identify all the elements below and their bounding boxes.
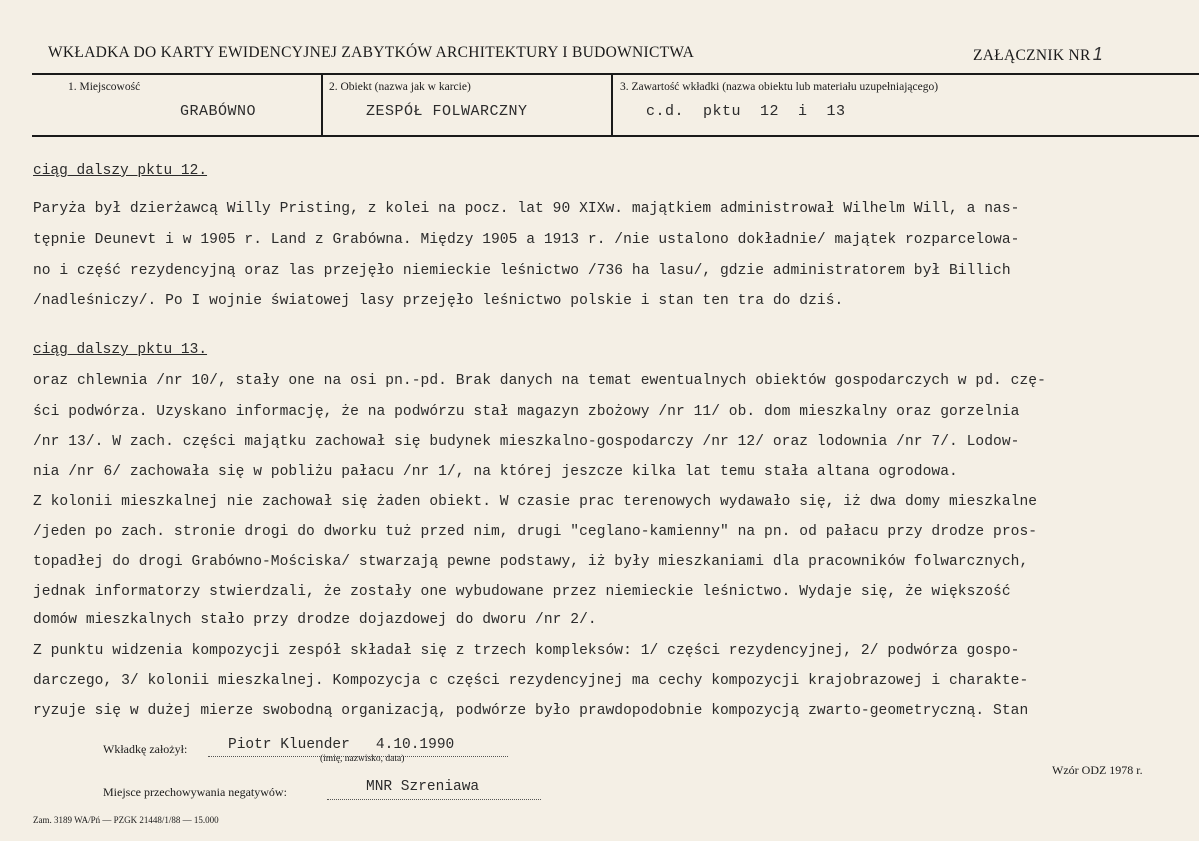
print-info: Zam. 3189 WA/Pń — PZGK 21448/1/88 — 15.000 bbox=[33, 815, 219, 825]
text-line: /nadleśniczy/. Po I wojnie światowej lasy przejęło leśnictwo polskie i stan ten tra do dziś. bbox=[33, 293, 844, 309]
header-rule bbox=[32, 73, 1199, 75]
field-2-label: 2. Obiekt (nazwa jak w karcie) bbox=[329, 81, 471, 93]
text-line: oraz chlewnia /nr 10/, stały one na osi pn.-pd. Brak danych na temat ewentualnych obiektów gospodarczych w pd. czę- bbox=[33, 373, 1046, 389]
field-1-value: GRABÓWNO bbox=[180, 103, 257, 120]
field-2-value: ZESPÓŁ FOLWARCZNY bbox=[366, 103, 528, 120]
text-line: ści podwórza. Uzyskano informację, że na podwórzu stał magazyn zbożowy /nr 11/ ob. dom mieszkalny oraz gorzelnia bbox=[33, 404, 1020, 420]
text-line: /nr 13/. W zach. części majątku zachował się budynek mieszkalno-gospodarczy /nr 12/ oraz lodownia /nr 7/. Lodow- bbox=[33, 434, 1020, 450]
column-divider-1 bbox=[321, 75, 323, 135]
text-line: tępnie Deunevt i w 1905 r. Land z Grabówna. Między 1905 a 1913 r. /nie ustalono dokładnie/ majątek rozparcelowa- bbox=[33, 232, 1020, 248]
text-line: nia /nr 6/ zachowała się w pobliżu pałacu /nr 1/, na której jeszcze kilka lat temu stała altana ogrodowa. bbox=[33, 464, 958, 480]
negatives-storage-dotted-line bbox=[327, 799, 541, 800]
text-line: topadłej do drogi Grabówno-Mościska/ stwarzają pewne podstawy, iż były mieszkaniami dla pracowników folwarcznych, bbox=[33, 554, 1029, 570]
text-line: domów mieszkalnych stało przy drodze dojazdowej do dworu /nr 2/. bbox=[33, 612, 597, 628]
field-3-label: 3. Zawartość wkładki (nazwa obiektu lub materiału uzupełniającego) bbox=[620, 81, 939, 93]
attachment-number: 1 bbox=[1092, 44, 1103, 64]
fields-rule bbox=[32, 135, 1199, 137]
text-line: Paryża był dzierżawcą Willy Pristing, z kolei na pocz. lat 90 XIXw. majątkiem administrował Wilhelm Will, a nas- bbox=[33, 201, 1020, 217]
text-line: darczego, 3/ kolonii mieszkalnej. Kompozycja c części rezydencyjnej ma cechy kompozycji krajobrazowej i charakte- bbox=[33, 673, 1029, 689]
text-line: jednak informatorzy stwierdzali, że zostały one wybudowane przez niemieckie leśnictwo. Wydaje się, że większość bbox=[33, 584, 1011, 600]
column-divider-2 bbox=[611, 75, 613, 135]
created-by-hint: (imię, nazwisko, data) bbox=[320, 754, 405, 764]
form-title: WKŁADKA DO KARTY EWIDENCYJNEJ ZABYTKÓW ARCHITEKTURY I BUDOWNICTWA bbox=[48, 44, 695, 61]
section-2-title: ciąg dalszy pktu 13. bbox=[33, 342, 208, 358]
form-template-label: Wzór ODZ 1978 r. bbox=[1052, 763, 1143, 777]
created-by-label: Wkładkę założył: bbox=[103, 742, 188, 756]
negatives-storage-label: Miejsce przechowywania negatywów: bbox=[103, 785, 287, 799]
attachment-label: ZAŁĄCZNIK NR bbox=[973, 47, 1091, 64]
text-line: ryzuje się w dużej mierze swobodną organizacją, podwórze było prawdopodobnie kompozycją zwarto-geometryczną. Stan bbox=[33, 703, 1029, 719]
text-line: Z kolonii mieszkalnej nie zachował się żaden obiekt. W czasie prac terenowych wydawało się, iż dwa domy mieszkalne bbox=[33, 494, 1038, 510]
section-1-title: ciąg dalszy pktu 12. bbox=[33, 163, 208, 179]
created-by-value: Piotr Kluender 4.10.1990 bbox=[228, 737, 455, 753]
text-line: /jeden po zach. stronie drogi do dworku tuż przed nim, drugi "ceglano-kamienny" na pn. od pałacu przy drodze pros- bbox=[33, 524, 1038, 540]
field-3-value: c.d. pktu 12 i 13 bbox=[646, 103, 846, 120]
negatives-storage-value: MNR Szreniawa bbox=[366, 779, 480, 795]
text-line: no i część rezydencyjną oraz las przejęło niemieckie leśnictwo /736 ha lasu/, gdzie administratorem był Billich bbox=[33, 263, 1011, 279]
text-line: Z punktu widzenia kompozycji zespół składał się z trzech kompleksów: 1/ części rezydencyjnej, 2/ podwórza gospo- bbox=[33, 643, 1020, 659]
field-1-label: 1. Miejscowość bbox=[68, 81, 141, 93]
attachment-number-label bbox=[973, 44, 1103, 65]
